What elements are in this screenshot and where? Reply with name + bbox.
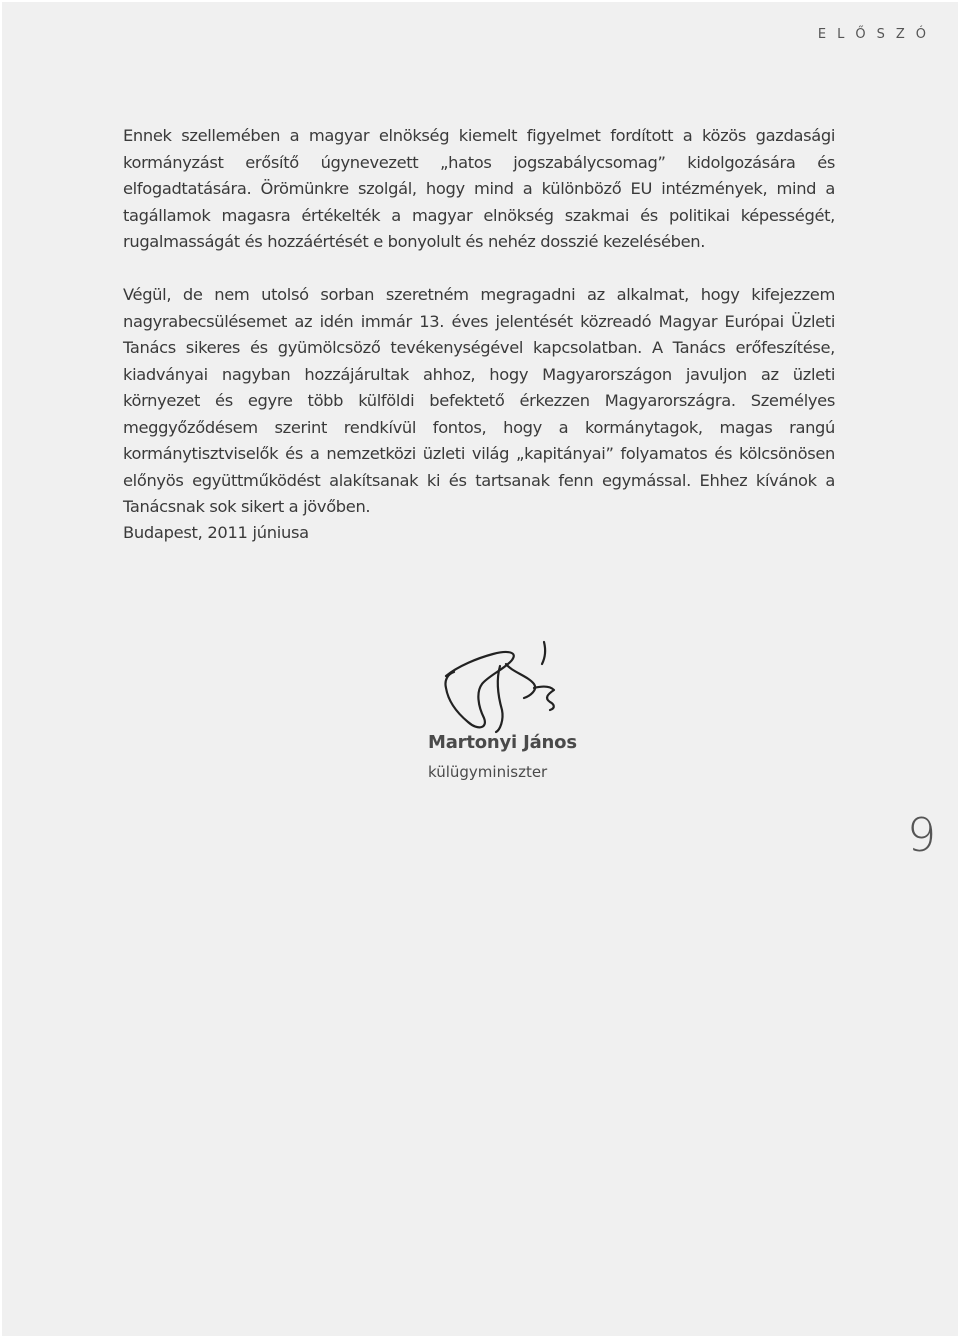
document-page [2, 2, 958, 1336]
body-paragraph-2: Végül, de nem utolsó sorban szeretném megragadni az alkalmat, hogy kifejezzem nagyrabecsülésemet az idén immár 13. éves jelentését közreadó Magyar Európai Üzleti Tanács sikeres és gyümölcsöző tevékenységével kapcsolatban. A Tanács erőfeszítése, kiadványai nagyban hozzájárultak ahhoz, hogy Magyarországon javuljon az üzleti környezet és egyre több külföldi befektető érkezzen Magyarországra. Személyes meggyőződésem szerint rendkívül fontos, hogy a kormánytagok, magas rangú kormánytisztviselők és a nemzetközi üzleti világ „kapitányai” folyamatos és kölcsönösen előnyös együttműködést alakítsanak ki és tartsanak fenn egymással. Ehhez kívánok a Tanácsnak sok sikert a jövőben. [123, 285, 835, 516]
page-number: 9 [907, 808, 937, 862]
body-paragraph-1: Ennek szellemében a magyar elnökség kiemelt figyelmet fordított a közös gazdasági kormányzást erősítő úgynevezett „hatos jogszabálycsomag” kidolgozására és elfogadtatására. Örömünkre szolgál, hogy mind a különböző EU intézmények, mind a tagállamok magasra értékelték a magyar elnökség szakmai és politikai képességét, rugalmasságát és hozzáértését e bonyolult és nehéz dosszié kezelésében. [123, 126, 835, 251]
section-header: ELŐSZÓ [817, 27, 937, 42]
handwritten-signature [438, 636, 568, 736]
dateline: Budapest, 2011 júniusa [123, 523, 309, 542]
signatory-name: Martonyi János [428, 732, 577, 753]
signatory-title: külügyminiszter [428, 763, 548, 781]
